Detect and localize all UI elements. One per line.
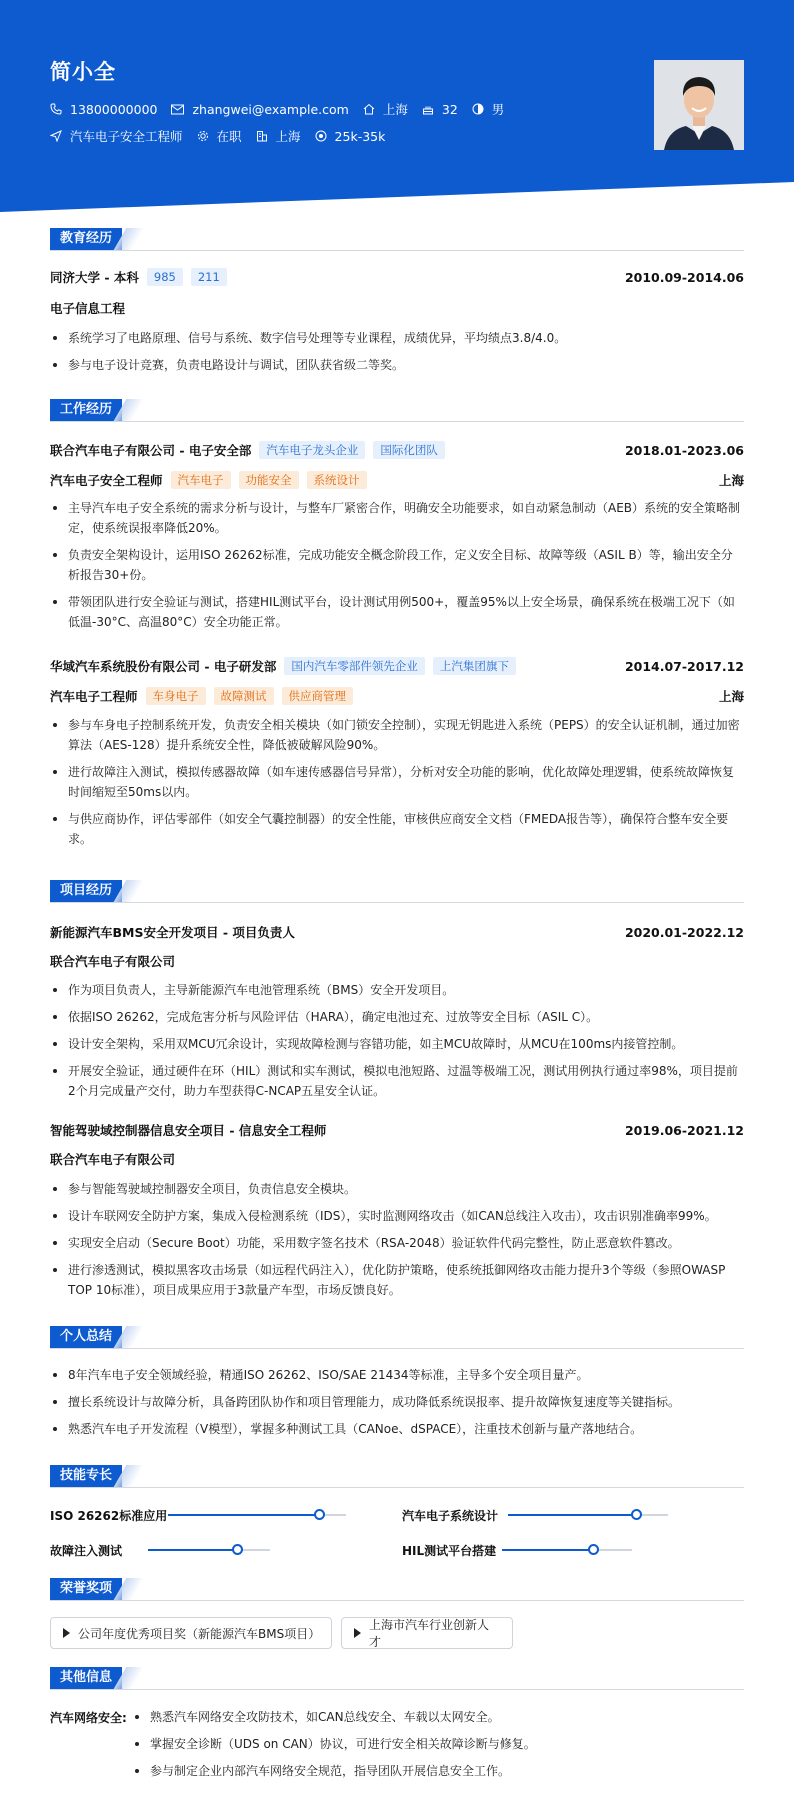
work-1-role-badge: 功能安全: [239, 471, 299, 489]
list-item: 与供应商协作，评估零部件（如安全气囊控制器）的安全性能，审核供应商安全文档（FMEDA报告等），确保符合整车安全要求。: [50, 809, 744, 849]
project-1-org-row: [50, 952, 744, 970]
gender-icon: [472, 103, 484, 115]
project-2-date: 2019.06-2021.12: [624, 1122, 744, 1138]
award-text: 上海市汽车行业创新人才: [369, 1618, 490, 1649]
award-text: 公司年度优秀项目奖（新能源汽车BMS项目）: [78, 1626, 321, 1641]
list-item: 进行渗透测试，模拟黑客攻击场景（如远程代码注入），优化防护策略，使系统抵御网络攻击能力提升3个等级（参照OWASP TOP 10标准），项目成果应用于3款量产车型，市场反馈良好。: [50, 1260, 744, 1300]
skill-name: 故障注入测试: [50, 1543, 123, 1558]
project-1-title: 新能源汽车BMS安全开发项目 - 项目负责人: [50, 925, 295, 940]
candidate-name: 简小全: [50, 60, 116, 84]
education-bullets: [50, 328, 744, 375]
salary-info: [315, 129, 386, 144]
section-divider: [50, 1600, 744, 1601]
section-awards: [50, 1578, 744, 1600]
list-item: 参与制定企业内部汽车网络安全规范，指导团队开展信息安全工作。: [132, 1761, 744, 1781]
section-divider: [50, 421, 744, 422]
status-text: 在职: [216, 129, 242, 144]
building-icon: [256, 130, 268, 142]
list-item: 主导汽车电子安全系统的需求分析与设计，与整车厂紧密合作，明确安全功能要求，如自动紧急制动（AEB）系统的安全策略制定，使系统误报率降低20%。: [50, 498, 744, 538]
work-1-company: 联合汽车电子有限公司 - 电子安全部: [50, 443, 252, 458]
section-divider: [50, 902, 744, 903]
section-education-title: 教育经历: [50, 228, 122, 250]
work-1-date: 2018.01-2023.06: [624, 442, 744, 458]
list-item: 参与智能驾驶域控制器安全项目，负责信息安全模块。: [50, 1179, 744, 1199]
salary-text: 25k-35k: [334, 128, 386, 144]
skill-item: [402, 1507, 702, 1523]
section-other-title: 其他信息: [50, 1667, 122, 1689]
skill-name: HIL测试平台搭建: [402, 1543, 497, 1558]
section-work-title: 工作经历: [50, 399, 122, 421]
project-2-bullets: [50, 1179, 744, 1300]
work-2-role-row: [50, 687, 744, 705]
position-text: 汽车电子安全工程师: [70, 129, 183, 144]
section-skills: [50, 1465, 744, 1487]
work-1-company-row: [50, 441, 744, 459]
other-category-label: 汽车网络安全:: [50, 1711, 127, 1725]
skill-item: [402, 1542, 702, 1558]
education-major-row: [50, 299, 744, 317]
list-item: 进行故障注入测试，模拟传感器故障（如车速传感器信号异常），分析对安全功能的影响，优化故障处理逻辑，使系统故障恢复时间缩短至50ms以内。: [50, 762, 744, 802]
work-2-company-badge: 上汽集团旗下: [433, 657, 516, 675]
work-2-date: 2014.07-2017.12: [624, 658, 744, 674]
list-item: 熟悉汽车网络安全攻防技术，如CAN总线安全、车载以太网安全。: [132, 1707, 744, 1727]
award-item: [50, 1617, 332, 1649]
education-badge-211: 211: [191, 268, 227, 286]
work-2-role-badge: 车身电子: [146, 687, 206, 705]
cake-icon: [422, 103, 434, 115]
education-major: 电子信息工程: [50, 301, 126, 316]
status-info: [197, 127, 242, 145]
work-1-role-row: [50, 471, 744, 489]
skill-name: ISO 26262标准应用: [50, 1508, 168, 1523]
list-item: 开展安全验证，通过硬件在环（HIL）测试和实车测试，模拟电池短路、过温等极端工况，测试用例执行通过率98%，项目提前2个月完成量产交付，助力车型获得C-NCAP五星安全认证。: [50, 1061, 744, 1101]
phone-info: [50, 102, 157, 117]
work-2-role: 汽车电子工程师: [50, 689, 138, 704]
gear-icon: [197, 130, 209, 142]
work-1-role-badge: 系统设计: [307, 471, 367, 489]
gender-info: [472, 100, 505, 118]
home-icon: [363, 103, 375, 115]
list-item: 熟悉汽车电子开发流程（V模型），掌握多种测试工具（CANoe、dSPACE），注重技术创新与量产落地结合。: [50, 1419, 744, 1439]
education-badge-985: 985: [147, 268, 183, 286]
project-2-title-row: [50, 1121, 744, 1139]
work-2-role-badge: 故障测试: [214, 687, 274, 705]
location-text: 上海: [382, 102, 408, 117]
section-divider: [50, 1689, 744, 1690]
resume-header: [0, 0, 794, 215]
profile-photo: [654, 60, 744, 150]
avatar-illustration: [654, 60, 744, 150]
skill-name: 汽车电子系统设计: [402, 1508, 499, 1523]
position-info: [50, 127, 183, 145]
skill-bar-fill: [148, 1549, 237, 1551]
skill-bar-fill: [168, 1514, 319, 1516]
award-item: [341, 1617, 513, 1649]
section-projects-title: 项目经历: [50, 880, 122, 902]
section-divider: [50, 250, 744, 251]
skill-item: [50, 1507, 350, 1523]
skill-bar-knob: [232, 1544, 243, 1555]
work-city-info: [256, 127, 301, 145]
job-intent-row: [50, 127, 399, 145]
work-1-role: 汽车电子安全工程师: [50, 473, 163, 488]
section-other: [50, 1667, 744, 1689]
work-2-role-badge: 供应商管理: [282, 687, 354, 705]
section-summary: [50, 1326, 744, 1348]
list-item: 负责安全架构设计，运用ISO 26262标准，完成功能安全概念阶段工作，定义安全目标、故障等级（ASIL B）等，输出安全分析报告30+份。: [50, 545, 744, 585]
work-2-bullets: [50, 715, 744, 849]
list-item: 带领团队进行安全验证与测试，搭建HIL测试平台，设计测试用例500+，覆盖95%以上安全场景，确保系统在极端工况下（如低温-30°C、高温80°C）安全功能正常。: [50, 592, 744, 632]
list-item: 实现安全启动（Secure Boot）功能，采用数字签名技术（RSA-2048）验证软件代码完整性，防止恶意软件篡改。: [50, 1233, 744, 1253]
list-item: 8年汽车电子安全领域经验，精通ISO 26262、ISO/SAE 21434等标准，主导多个安全项目量产。: [50, 1365, 744, 1385]
skill-bar-knob: [631, 1509, 642, 1520]
list-item: 作为项目负责人，主导新能源汽车电池管理系统（BMS）安全开发项目。: [50, 980, 744, 1000]
education-school: 同济大学 - 本科: [50, 270, 139, 285]
section-divider: [50, 1487, 744, 1488]
work-city-text: 上海: [275, 129, 301, 144]
phone-icon: [50, 103, 62, 115]
project-1-org: 联合汽车电子有限公司: [50, 954, 176, 969]
list-item: 设计安全架构，采用双MCU冗余设计，实现故障检测与容错功能，如主MCU故障时，从MCU在100ms内接管控制。: [50, 1034, 744, 1054]
mail-icon: [171, 104, 184, 115]
section-summary-title: 个人总结: [50, 1326, 122, 1348]
list-item: 擅长系统设计与故障分析，具备跨团队协作和项目管理能力，成功降低系统误报率、提升故障恢复速度等关键指标。: [50, 1392, 744, 1412]
age-text: 32: [441, 101, 458, 117]
section-divider: [50, 1348, 744, 1349]
education-date: 2010.09-2014.06: [624, 269, 744, 285]
email-text: zhangwei@example.com: [192, 101, 349, 117]
skill-bar-knob: [588, 1544, 599, 1555]
work-1-company-badge: 国际化团队: [373, 441, 445, 459]
work-1-city: 上海: [718, 473, 744, 488]
project-2-title: 智能驾驶域控制器信息安全项目 - 信息安全工程师: [50, 1123, 327, 1138]
work-2-city: 上海: [718, 689, 744, 704]
skill-bar-knob: [314, 1509, 325, 1520]
work-2-company: 华域汽车系统股份有限公司 - 电子研发部: [50, 659, 277, 674]
section-projects: [50, 880, 744, 902]
skill-item: [50, 1542, 350, 1558]
work-1-company-badge: 汽车电子龙头企业: [259, 441, 365, 459]
location-info: [363, 100, 408, 118]
project-1-date: 2020.01-2022.12: [624, 924, 744, 940]
work-1-role-badge: 汽车电子: [171, 471, 231, 489]
phone-text: 13800000000: [70, 101, 158, 117]
education-header: [50, 268, 744, 286]
section-skills-title: 技能专长: [50, 1465, 122, 1487]
skill-bar-fill: [502, 1549, 593, 1551]
project-1-title-row: [50, 923, 744, 941]
send-icon: [50, 130, 62, 142]
project-2-org: 联合汽车电子有限公司: [50, 1152, 176, 1167]
list-item: 参与电子设计竞赛，负责电路设计与调试，团队获省级二等奖。: [50, 355, 744, 375]
work-2-company-row: [50, 657, 744, 675]
email-info: [171, 102, 348, 117]
coin-icon: [315, 130, 327, 142]
play-icon: [63, 1628, 70, 1638]
skill-bar-fill: [508, 1514, 636, 1516]
section-education: [50, 228, 744, 250]
project-2-org-row: [50, 1150, 744, 1168]
summary-bullets: [50, 1365, 744, 1439]
work-1-bullets: [50, 498, 744, 632]
play-icon: [354, 1628, 361, 1638]
list-item: 系统学习了电路原理、信号与系统、数字信号处理等专业课程，成绩优异，平均绩点3.8/4.0。: [50, 328, 744, 348]
list-item: 掌握安全诊断（UDS on CAN）协议，可进行安全相关故障诊断与修复。: [132, 1734, 744, 1754]
list-item: 参与车身电子控制系统开发，负责安全相关模块（如门锁安全控制），实现无钥匙进入系统（PEPS）的安全认证机制，通过加密算法（AES-128）提升系统安全性，降低被破解风险90%。: [50, 715, 744, 755]
contact-row: [50, 100, 518, 118]
project-1-bullets: [50, 980, 744, 1101]
list-item: 设计车联网安全防护方案，集成入侵检测系统（IDS），实时监测网络攻击（如CAN总线注入攻击），攻击识别准确率99%。: [50, 1206, 744, 1226]
section-awards-title: 荣誉奖项: [50, 1578, 122, 1600]
other-bullets: [132, 1707, 744, 1781]
age-info: [422, 102, 458, 117]
work-2-company-badge: 国内汽车零部件领先企业: [284, 657, 425, 675]
section-work: [50, 399, 744, 421]
gender-text: 男: [491, 102, 505, 117]
list-item: 依据ISO 26262，完成危害分析与风险评估（HARA），确定电池过充、过放等安全目标（ASIL C）。: [50, 1007, 744, 1027]
